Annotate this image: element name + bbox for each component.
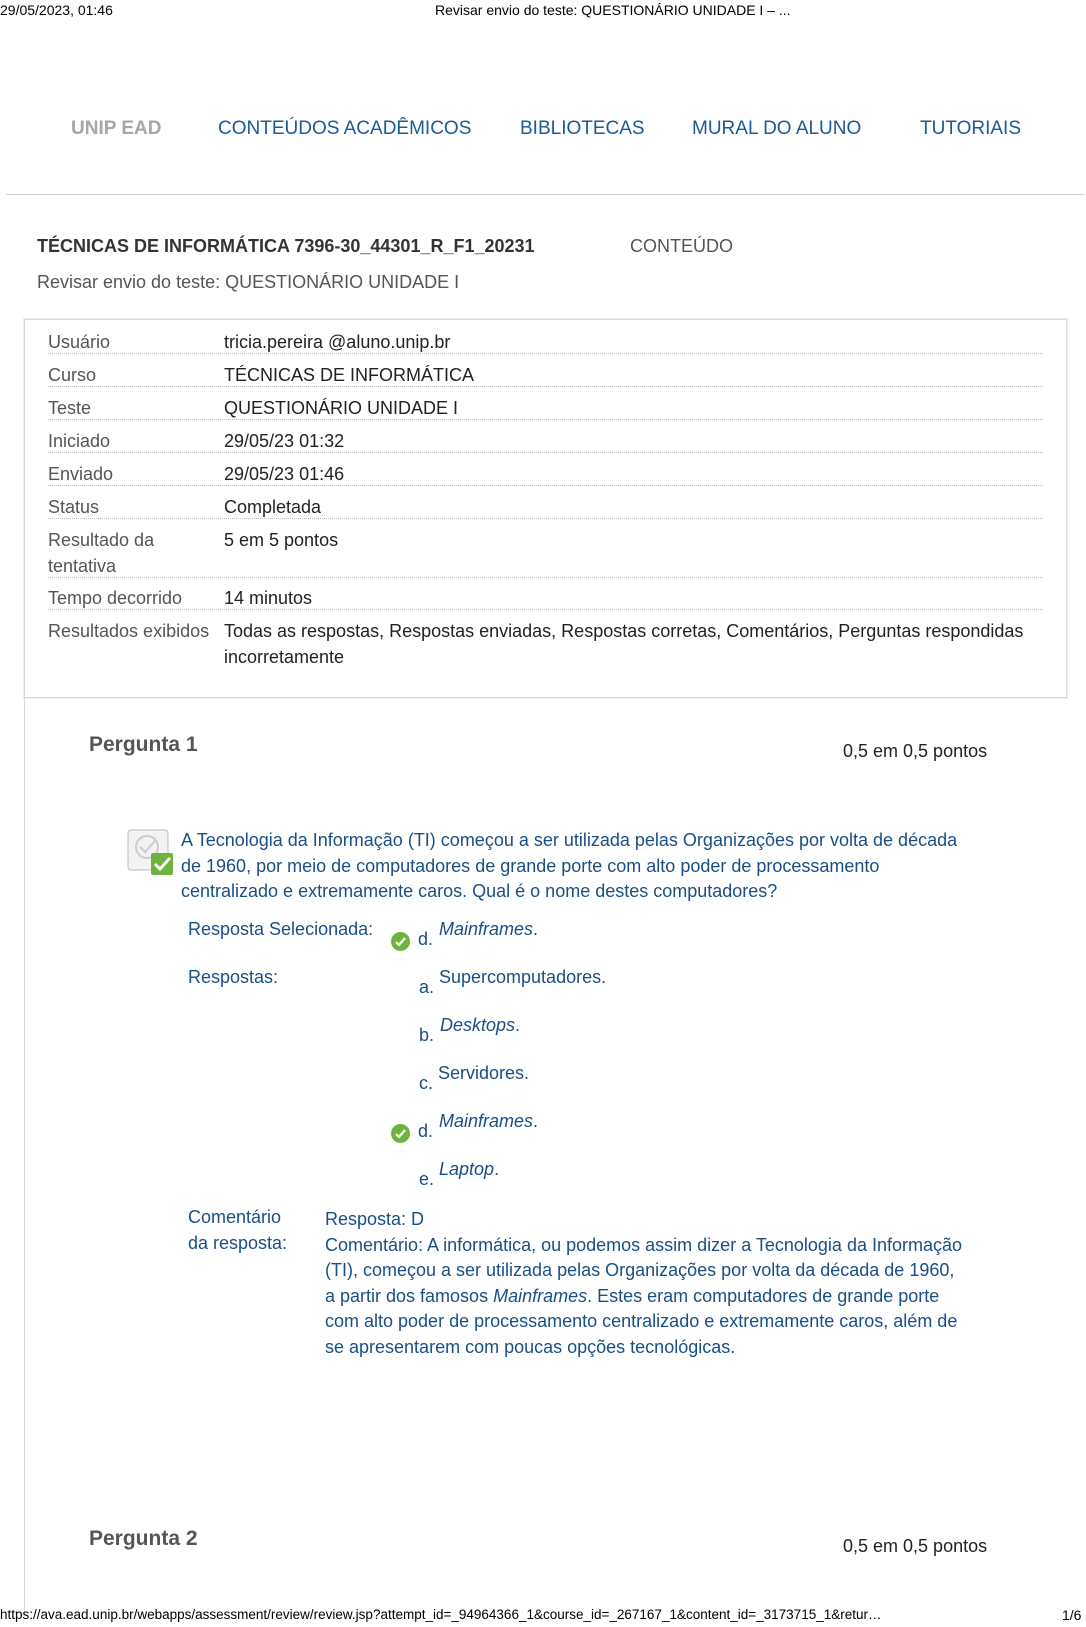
info-value: QUESTIONÁRIO UNIDADE I — [224, 398, 459, 418]
selected-answer-text: Mainframes. — [439, 919, 539, 939]
nav-bibliotecas[interactable]: BIBLIOTECAS — [520, 118, 645, 139]
comment-text-emphasis: Mainframes — [493, 1285, 588, 1306]
answer-letter-c: c. — [419, 1073, 434, 1093]
info-value: Completada — [224, 497, 322, 517]
info-label: Iniciado — [48, 431, 111, 451]
print-page-number: 1/6 — [1062, 1607, 1082, 1623]
comment-label-line1: Comentário — [188, 1207, 282, 1227]
answer-option-d: Mainframes. — [439, 1111, 539, 1131]
question-1-text: A Tecnologia da Informação (TI) começou a ser utilizada pelas Organizações por volta de década de 1960, por meio de computadores de grande porte com alto poder de processamento centralizado e extremamente caros. Qual é o nome destes computadores? — [181, 830, 958, 901]
attempt-info-table — [24, 319, 1067, 698]
info-row-usuario — [48, 329, 1043, 354]
breadcrumb-course[interactable]: TÉCNICAS DE INFORMÁTICA 7396-30_44301_R_F1_20231 — [37, 236, 535, 256]
info-row-iniciado — [48, 428, 1043, 453]
question-2-points: 0,5 em 0,5 pontos — [843, 1536, 988, 1556]
info-value: 29/05/23 01:32 — [224, 431, 345, 451]
nav-mural-do-aluno[interactable]: MURAL DO ALUNO — [692, 118, 862, 139]
answer-comment — [325, 1207, 965, 1361]
info-label: Tempo decorrido — [48, 588, 183, 608]
answer-text: Servidores — [438, 1063, 525, 1083]
comment-text — [325, 1233, 965, 1361]
answer-letter-a: a. — [419, 977, 435, 997]
info-value: TÉCNICAS DE INFORMÁTICA — [224, 365, 475, 385]
check-icon — [391, 932, 410, 951]
question-1-title: Pergunta 1 — [89, 733, 198, 756]
info-label: Resultados exibidos — [48, 621, 210, 641]
info-label: Teste — [48, 398, 92, 418]
answers-label: Respostas: — [188, 967, 279, 987]
answer-letter-e: e. — [419, 1169, 435, 1189]
info-value: 29/05/23 01:46 — [224, 464, 345, 484]
print-page-title: Revisar envio do teste: QUESTIONÁRIO UNIDADE I – ... — [435, 2, 791, 18]
top-nav — [0, 118, 1086, 148]
answer-option-c: Servidores. — [438, 1063, 530, 1083]
info-value: 14 minutos — [224, 588, 313, 608]
correct-answer-icon — [127, 829, 175, 877]
info-value: Todas as respostas, Respostas enviadas, Respostas corretas, Comentários, Perguntas respondidas incorretamente — [224, 621, 1024, 667]
check-icon — [391, 1124, 410, 1143]
comment-answer: Resposta: D — [325, 1209, 425, 1229]
question-1-points: 0,5 em 0,5 pontos — [843, 741, 988, 761]
info-label: Resultado da tentativa — [48, 530, 155, 576]
nav-home-link[interactable]: UNIP EAD — [71, 118, 162, 139]
answer-option-a: Supercomputadores. — [439, 967, 607, 987]
info-label: Curso — [48, 365, 97, 385]
info-label: Enviado — [48, 464, 114, 484]
answer-text: Desktops — [440, 1015, 516, 1035]
print-datetime: 29/05/2023, 01:46 — [0, 2, 113, 18]
selected-answer-letter: d. — [418, 929, 434, 949]
answer-option-b: Desktops. — [440, 1015, 521, 1035]
nav-conteudos-academicos[interactable]: CONTEÚDOS ACADÊMICOS — [218, 118, 472, 139]
answer-text: Laptop — [439, 1159, 495, 1179]
print-url: https://ava.ead.unip.br/webapps/assessment/review/review.jsp?attempt_id=_94964366_1&course_id=_267167_1&content_id=_3173715_1&retur… — [0, 1607, 882, 1622]
info-value: 5 em 5 pontos — [224, 530, 339, 550]
breadcrumb-section[interactable]: CONTEÚDO — [630, 236, 733, 256]
answer-letter-d: d. — [418, 1121, 434, 1141]
answer-text: Supercomputadores — [439, 967, 602, 987]
info-row-teste — [48, 395, 1043, 420]
info-row-enviado — [48, 461, 1043, 486]
info-value: tricia.pereira @aluno.unip.br — [224, 332, 451, 352]
info-row-curso — [48, 362, 1043, 387]
info-row-status — [48, 494, 1043, 519]
page-title: Revisar envio do teste: QUESTIONÁRIO UNIDADE I — [37, 272, 460, 292]
answer-option-e: Laptop. — [439, 1159, 500, 1179]
answer-text: Mainframes — [439, 1111, 534, 1131]
answer-letter-b: b. — [419, 1025, 435, 1045]
comment-label-line2: da resposta: — [188, 1233, 288, 1253]
info-row-resultado — [48, 527, 1043, 578]
comment-text-part: Comentário: A informática, ou podemos assim dizer a Tecnologia da Informação (TI), começou a ser utilizada pelas Organizações por volta da década de 1960, a partir dos famosos — [325, 1234, 963, 1306]
comment-text-part: . Estes eram computadores de grande porte com alto poder de processamento centralizado e extremamente caros, além de se apresentarem com poucas opções tecnológicas. — [325, 1285, 958, 1357]
nav-tutoriais[interactable]: TUTORIAIS — [920, 118, 1021, 139]
info-row-resultados-exibidos — [48, 618, 1043, 670]
info-label: Usuário — [48, 332, 111, 352]
question-2-title: Pergunta 2 — [89, 1527, 198, 1550]
nav-divider — [6, 194, 1084, 195]
questions-container-border — [24, 696, 25, 1616]
selected-answer-label: Resposta Selecionada: — [188, 919, 374, 939]
selected-answer-value: Mainframes — [439, 919, 534, 939]
info-row-tempo — [48, 585, 1043, 610]
info-label: Status — [48, 497, 100, 517]
